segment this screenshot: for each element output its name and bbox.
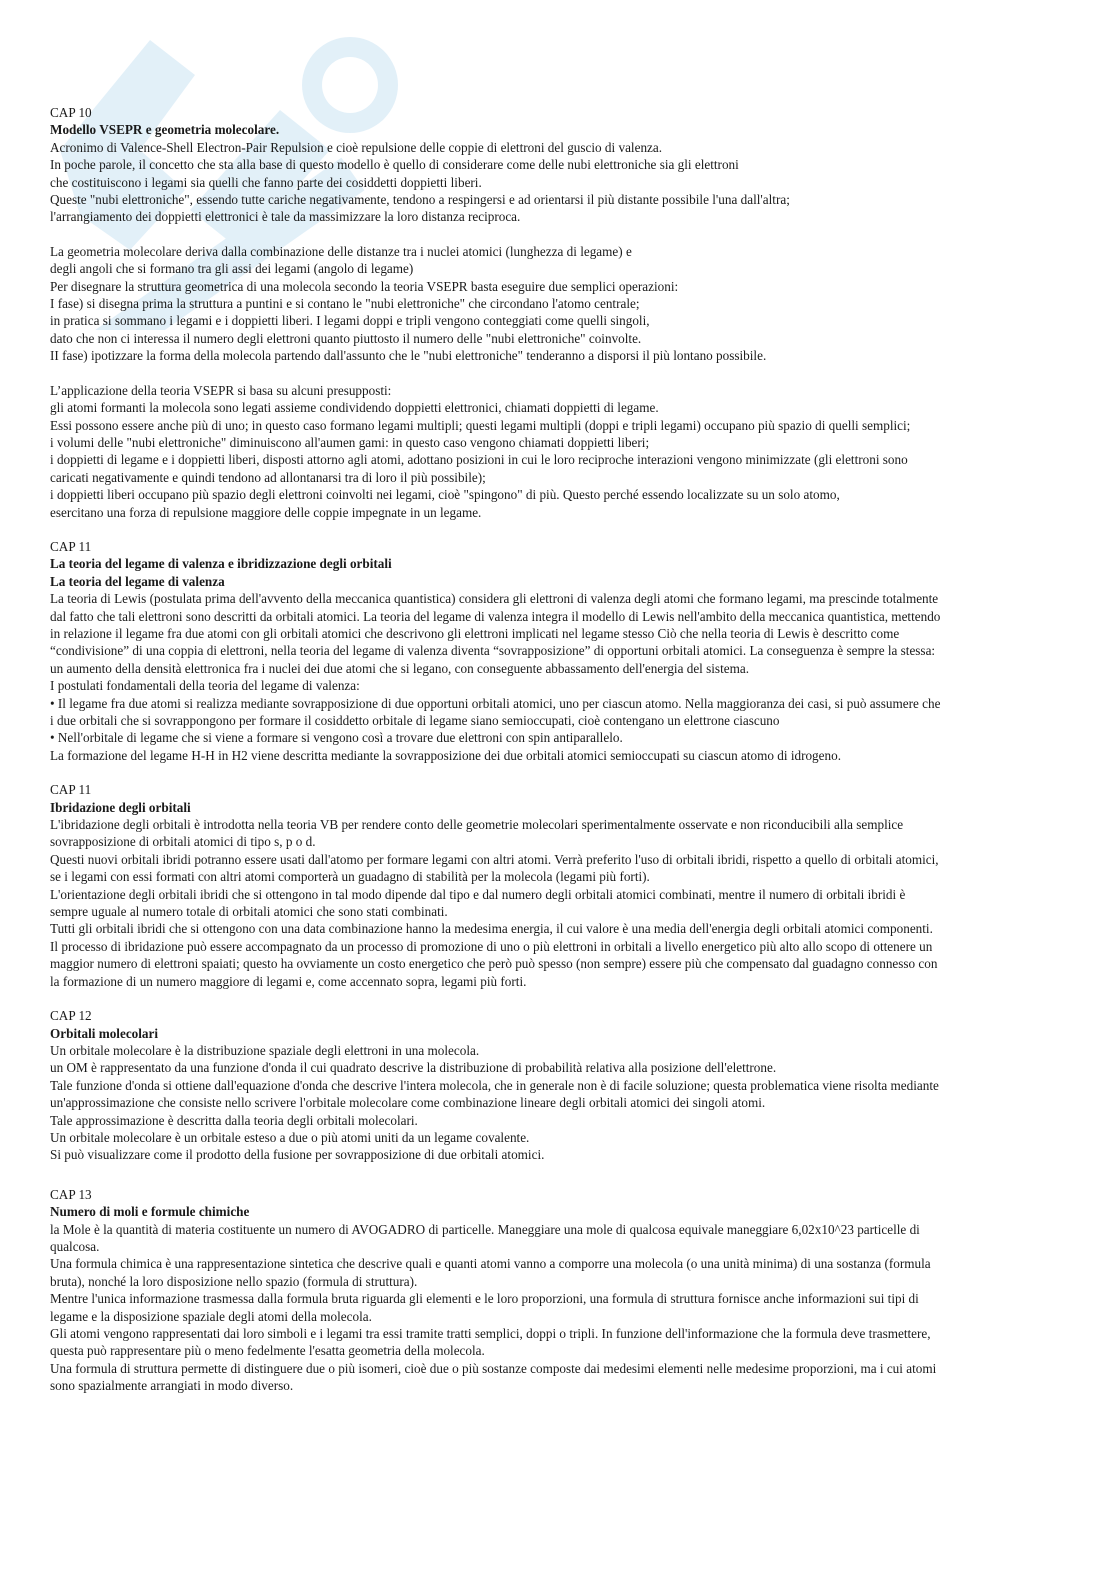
text-line: Essi possono essere anche più di uno; in questo caso formano legami multipli; questi legami multipli (doppi e tripli legami) occupano più spazio di quelli semplici; [50,417,911,433]
text-line: un OM è rappresentato da una funzione d'onda il cui quadrato descrive la distribuzione di probabilità relativa alla posizione dell'elettrone. [50,1060,777,1076]
text-line: La formazione del legame H-H in H2 viene descritta mediante la sovrapposizione dei due orbitali atomici semioccupati su ciascun atomo di idrogeno. [50,747,841,763]
text-line: un aumento della densità elettronica fra i nuclei dei due atomi che si legano, con conseguente abbassamento dell'energia del sistema. [50,660,749,676]
text-line: dato che non ci interessa il numero degli elettroni quanto piuttosto il numero delle "nubi elettroniche" coinvolte. [50,330,642,346]
text-line: la formazione di un numero maggiore di legami e, come accennato sopra, legami più forti. [50,973,527,989]
section-2 [50,538,1064,764]
text-line: La teoria di Lewis (postulata prima dell'avvento della meccanica quantistica) considera gli elettroni di valenza degli atomi che formano legami, ma prescinde totalmente [50,591,939,607]
section-heading: Ibridazione degli orbitali [50,799,191,815]
document-page [50,104,1064,1438]
text-line: Un orbitale molecolare è la distribuzione spaziale degli elettroni in una molecola. [50,1042,480,1058]
text-line: qualcosa. [50,1238,100,1254]
chapter-label: CAP 11 [50,538,92,554]
text-line: • Nell'orbitale di legame che si viene a formare si vengono così a trovare due elettroni con spin antiparallelo. [50,730,623,746]
text-line: La geometria molecolare deriva dalla combinazione delle distanze tra i nuclei atomici (lunghezza di legame) e [50,243,632,259]
text-line: l'arrangiamento dei doppietti elettronici è tale da massimizzare la loro distanza reciproca. [50,209,521,225]
text-line: Una formula chimica è una rappresentazione sintetica che descrive quali e quanti atomi vanno a comporre una molecola (o una unità minima) di una sostanza (formula [50,1256,931,1272]
text-line: degli angoli che si formano tra gli assi dei legami (angolo di legame) [50,261,414,277]
text-line: un'approssimazione che consiste nello scrivere l'orbitale molecolare come combinazione lineare degli orbitali atomici dei singoli atomi. [50,1095,766,1111]
text-line: in pratica si sommano i legami e i doppietti liberi. I legami doppi e tripli vengono conteggiati come quelli singoli, [50,313,650,329]
section-heading: La teoria del legame di valenza [50,573,225,589]
text-line: caricati negativamente e quindi tendono ad allontanarsi tra di loro il più possibile); [50,469,486,485]
section-heading: Numero di moli e formule chimiche [50,1204,250,1220]
text-line: Tale approssimazione è descritta dalla teoria degli orbitali molecolari. [50,1112,418,1128]
text-line: i volumi delle "nubi elettroniche" diminuiscono all'aumen gami: in questo caso vengono chiamati doppietti liberi; [50,434,650,450]
text-line: Per disegnare la struttura geometrica di una molecola secondo la teoria VSEPR basta eseguire due semplici operazioni: [50,278,679,294]
paragraph-gap [50,226,1064,243]
text-line: i doppietti di legame e i doppietti liberi, disposti attorno agli atomi, adottano posizioni in cui le loro reciproche interazioni vengono minimizzate (gli elettroni sono [50,452,908,468]
text-line: Questi nuovi orbitali ibridi potranno essere usati dall'atomo per formare legami con altri atomi. Verrà preferito l'uso di orbitali ibridi, rispetto a quello di orbitali atomici, [50,851,939,867]
text-line: L'orientazione degli orbitali ibridi che si ottengono in tal modo dipende dal tipo e dal numero degli orbitali atomici combinati, mentre il numero di orbitali ibridi è [50,886,906,902]
text-line: sempre uguale al numero totale di orbitali atomici che sono stati combinati. [50,904,448,920]
text-line: I postulati fondamentali della teoria del legame di valenza: [50,678,360,694]
text-line: In poche parole, il concetto che sta alla base di questo modello è quello di considerare come delle nubi elettroniche sia gli elettroni [50,157,739,173]
text-line: in relazione il legame fra due atomi con gli orbitali atomici che descrivono gli elettroni implicati nel legame stesso Ciò che nella teoria di Lewis è descritto come [50,625,900,641]
text-line: gli atomi formanti la molecola sono legati assieme condividendo doppietti elettronici, chiamati doppietti di legame. [50,400,659,416]
text-line: maggior numero di elettroni spaiati; questo ha ovviamente un costo energetico che però può spesso (non sempre) essere più che compensato dal guadagno connesso con [50,956,938,972]
text-line: legame e la disposizione spaziale degli atomi della molecola. [50,1308,372,1324]
text-line: Una formula di struttura permette di distinguere due o più isomeri, cioè due o più sostanze composte dai medesimi elementi nelle medesime proporzioni, ma i cui atomi [50,1360,937,1376]
text-line: L’applicazione della teoria VSEPR si basa su alcuni presupposti: [50,382,392,398]
section-heading: Modello VSEPR e geometria molecolare. [50,122,280,138]
text-line: Queste "nubi elettroniche", essendo tutte cariche negativamente, tendono a respingersi e ad orientarsi il più distante possibile l'una dall'altra; [50,192,790,208]
text-line: I fase) si disegna prima la struttura a puntini e si contano le "nubi elettroniche" che circondano l'atomo centrale; [50,296,640,312]
section-heading: Orbitali molecolari [50,1025,159,1041]
chapter-label: CAP 13 [50,1186,92,1202]
text-line: bruta), nonché la loro disposizione nello spazio (formula di struttura). [50,1273,418,1289]
text-line: Acronimo di Valence-Shell Electron-Pair Repulsion e cioè repulsione delle coppie di elettroni del guscio di valenza. [50,139,663,155]
text-line: Gli atomi vengono rappresentati dai loro simboli e i legami tra essi tramite tratti semplici, doppi o tripli. In funzione dell'informazione che la formula deve trasmettere, [50,1326,931,1341]
section-heading: La teoria del legame di valenza e ibridizzazione degli orbitali [50,556,392,572]
text-line: sovrapposizione di orbitali atomici di tipo s, p o d. [50,834,316,850]
text-line: dal fatto che tali elettroni sono descritti da orbitali atomici. La teoria del legame di valenza integra il modello di Lewis nell'ambito della meccanica quantistica, mettendo [50,608,941,624]
chapter-label: CAP 11 [50,782,92,798]
text-line: Tale funzione d'onda si ottiene dall'equazione d'onda che descrive l'intera molecola, che in generale non è di facile soluzione; questa problematica viene risolta mediante [50,1077,939,1093]
text-line: L'ibridazione degli orbitali è introdotta nella teoria VB per rendere conto delle geometrie molecolari sperimentalmente osservate e non riconducibili alla semplice [50,817,904,833]
text-line: Un orbitale molecolare è un orbitale esteso a due o più atomi uniti da un legame covalente. [50,1129,530,1145]
text-line: • Il legame fra due atomi si realizza mediante sovrapposizione di due opportuni orbitali atomici, uno per ciascun atomo. Nella maggioranza dei casi, si può assumere che [50,695,941,711]
text-line: sono spazialmente arrangiati in modo diverso. [50,1378,294,1394]
section-1 [50,104,1064,521]
text-line: se i legami con essi formati con altri atomi comporterà un guadagno di stabilità per la molecola (legami più forti). [50,869,650,885]
chapter-label: CAP 10 [50,105,92,120]
text-line: II fase) ipotizzare la forma della molecola partendo dall'assunto che le "nubi elettroniche" tenderanno a disporsi il più lontano possibile. [50,348,767,364]
paragraph-gap [50,365,1064,382]
text-line: Il processo di ibridazione può essere accompagnato da un processo di promozione di uno o più elettroni in orbitali a livello energetico più alto allo scopo di ottenere un [50,938,933,954]
text-line: i doppietti liberi occupano più spazio degli elettroni coinvolti nei legami, cioè "spingono" di più. Questo perché essendo localizzate su un solo atomo, [50,487,840,503]
text-line: esercitano una forza di repulsione maggiore delle coppie impegnate in un legame. [50,504,482,520]
text-line: i due orbitali che si sovrappongono per formare il cosiddetto orbitale di legame siano semioccupati, cioè contengano un elettrone ciascuno [50,713,780,728]
text-line: che costituiscono i legami sia quelli che fanno parte dei cosiddetti doppietti liberi. [50,174,482,190]
text-line: questa può rappresentare più o meno fedelmente l'esatta geometria della molecola. [50,1343,485,1359]
text-line: “condivisione” di una coppia di elettroni, nella teoria del legame di valenza diventa “sovrapposizione” di opportuni orbitali atomici. La conseguenza è sempre la stessa: [50,643,936,659]
text-line: la Mole è la quantità di materia costituente un numero di AVOGADRO di particelle. Maneggiare una mole di qualcosa equivale maneggiare 6,02x10^23 particelle di [50,1221,920,1237]
section-5 [50,1186,1064,1395]
text-line: Tutti gli orbitali ibridi che si ottengono con una data combinazione hanno la medesima energia, il cui valore è una media dell'energia degli orbitali atomici componenti. [50,921,933,937]
chapter-label: CAP 12 [50,1008,92,1024]
text-line: Si può visualizzare come il prodotto della fusione per sovrapposizione di due orbitali atomici. [50,1147,545,1163]
text-line: Mentre l'unica informazione trasmessa dalla formula bruta riguarda gli elementi e le loro proporzioni, una formula di struttura fornisce anche informazioni sui tipi di [50,1291,919,1307]
section-4 [50,1007,1064,1164]
section-3 [50,781,1064,990]
